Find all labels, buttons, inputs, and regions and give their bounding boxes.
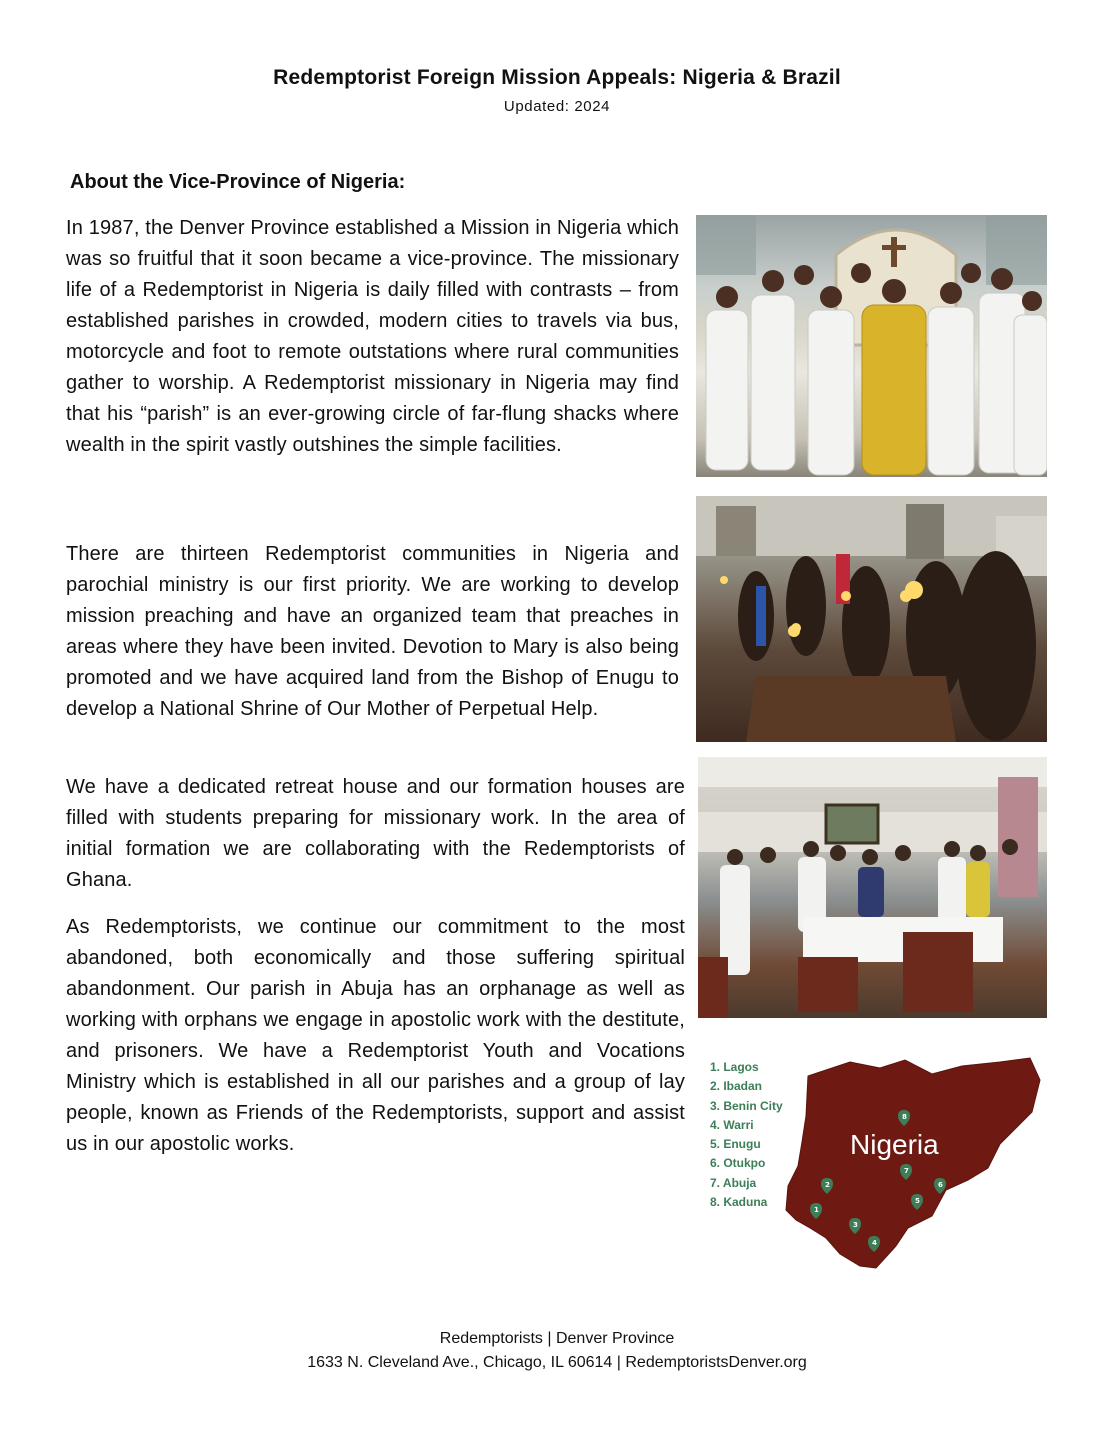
footer-organization: Redemptorists | Denver Province (439, 1330, 675, 1347)
svg-text:6: 6 (938, 1181, 943, 1189)
legend-item: 1. Lagos (710, 1060, 759, 1074)
legend-item: 7. Abuja (710, 1175, 757, 1190)
footer-address: 1633 N. Cleveland Ave., Chicago, IL 60614 | RedemptoristsDenver.org (307, 1354, 807, 1371)
paragraph-commitment: As Redemptorists, we continue our commitment to the most abandoned, both economically and those suffering spiritual abandonment. Our parish in Abuja has an orphanage as well as working with orphans we engage in apostolic work with the destitute, and prisoners. We have a Redemptorist Youth and Vocations Ministry which is established in all our parishes and a group of lay people, known as Friends of the Redemptorists, support and assist us in our apostolic works. (66, 916, 685, 1155)
updated-date: Updated: 2024 (503, 98, 611, 115)
svg-text:7: 7 (904, 1167, 909, 1175)
legend-item: 8. Kaduna (710, 1195, 768, 1210)
paragraph-formation: We have a dedicated retreat house and our formation houses are filled with students preparing for missionary work. In the area of initial formation we are collaborating with the Redemptorists of Ghana. (66, 776, 685, 891)
group-photo-clergy (696, 215, 1047, 477)
svg-text:5: 5 (915, 1197, 920, 1205)
nigeria-shape (786, 1058, 1040, 1268)
svg-text:4: 4 (872, 1239, 877, 1247)
legend-item: 3. Benin City (710, 1098, 783, 1113)
document-title: Redemptorist Foreign Mission Appeals: Nigeria & Brazil (273, 66, 841, 89)
paragraph-history: In 1987, the Denver Province established a Mission in Nigeria which was so fruitful that it soon became a vice-province. The missionary life of a Redemptorist in Nigeria is daily filled with contrasts – from established parishes in crowded, modern cities to travels via bus, motorcycle and foot to remote outstations where rural communities gather to worship. A Redemptorist missionary in Nigeria may find that his “parish” is an ever-growing circle of far-flung shacks where wealth in the spirit vastly outshines the simple facilities. (66, 217, 679, 456)
legend-item: 5. Enugu (710, 1137, 761, 1152)
dining-hall-group-photo (698, 757, 1047, 1018)
section-heading: About the Vice-Province of Nigeria: (70, 171, 406, 193)
paragraph-communities: There are thirteen Redemptorist communities in Nigeria and parochial ministry is our first priority. We are working to develop mission preaching and have an organized team that preaches in areas where they have been invited. Devotion to Mary is also being promoted and we have acquired land from the Bishop of Enugu to develop a National Shrine of Our Mother of Perpetual Help. (66, 543, 679, 720)
svg-text:8: 8 (902, 1113, 907, 1121)
nigeria-map (700, 1040, 1050, 1280)
svg-text:3: 3 (853, 1221, 858, 1229)
svg-text:1: 1 (814, 1206, 819, 1214)
map-country-label: Nigeria (850, 1129, 939, 1160)
legend-item: 2. Ibadan (710, 1079, 763, 1094)
svg-text:2: 2 (825, 1181, 830, 1189)
legend-item: 4. Warri (710, 1117, 754, 1132)
map-legend (710, 1058, 783, 1212)
legend-item: 6. Otukpo (710, 1156, 766, 1171)
candlelight-vigil-photo (696, 496, 1047, 742)
